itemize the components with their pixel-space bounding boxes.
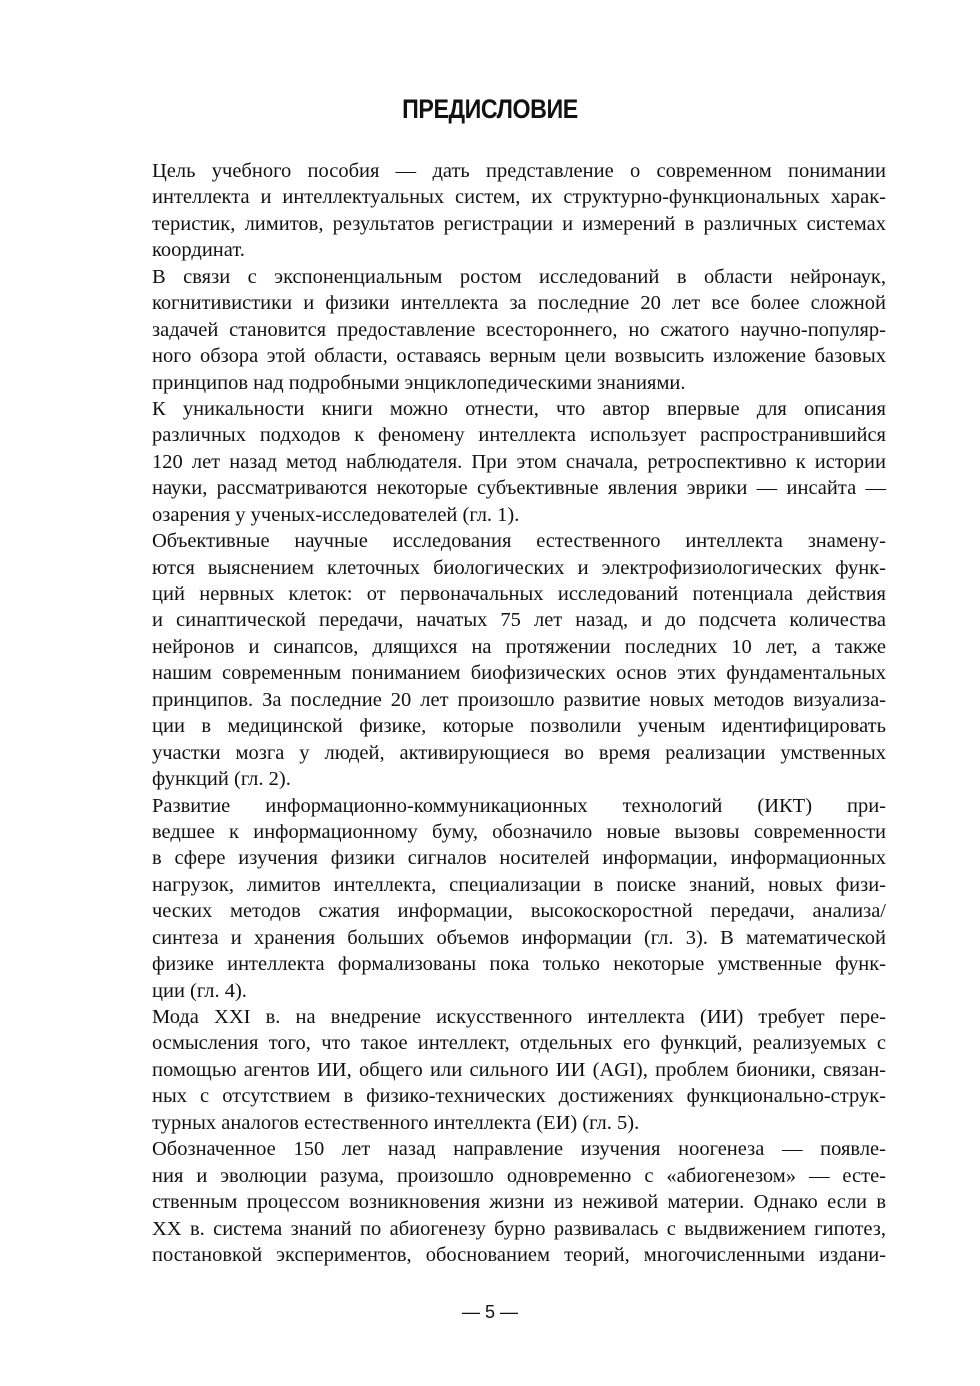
text-line: Объективные научные исследования естественного интеллекта знамену- <box>152 530 886 553</box>
text-line: осмысления того, что такое интеллект, отдельных его функций, реализуемых с <box>152 1032 886 1055</box>
text-line: ведшее к информационному буму, обозначило новые вызовы современности <box>152 820 886 843</box>
text-line: принципов. За последние 20 лет произошло развитие новых методов визуализа- <box>152 688 886 711</box>
text-line: принципов над подробными энциклопедическими знаниями. <box>152 371 686 394</box>
text-line: ческих методов сжатия информации, высокоскоростной передачи, анализа/ <box>152 900 886 923</box>
text-line: и синаптической передачи, начатых 75 лет назад, и до подсчета количества <box>152 609 886 632</box>
text-line: нейронов и синапсов, длящихся на протяжении последних 10 лет, а также <box>152 635 886 658</box>
text-line: ного обзора этой области, оставаясь верным цели возвысить изложение базовых <box>152 345 886 368</box>
text-line: Обозначенное 150 лет назад направление изучения ноогенеза — появле- <box>152 1138 886 1161</box>
text-line: в сфере изучения физики сигналов носителей информации, информационных <box>152 847 886 870</box>
text-line: ции в медицинской физике, которые позволили ученым идентифицировать <box>152 715 886 738</box>
text-line: когнитивистики и физики интеллекта за последние 20 лет все более сложной <box>152 292 886 315</box>
paragraph <box>94 1004 886 1136</box>
text-line: синтеза и хранения больших объемов информации (гл. 3). В математической <box>152 926 886 949</box>
text-line: помощью агентов ИИ, общего или сильного ИИ (AGI), проблем бионики, связан- <box>152 1058 886 1081</box>
text-line: озарения у ученых-исследователей (гл. 1). <box>152 503 520 526</box>
text-line: ций нервных клеток: от первоначальных исследований потенциала действия <box>152 583 886 605</box>
page-number: — 5 — <box>461 1302 518 1322</box>
page-title: ПРЕДИСЛОВИЕ <box>402 94 578 124</box>
text-line: ются выяснением клеточных биологических и электрофизиологических функ- <box>152 556 886 579</box>
text-line: 120 лет назад метод наблюдателя. При этом сначала, ретроспективно к истории <box>152 450 886 473</box>
paragraph <box>94 1136 886 1268</box>
text-line: ции (гл. 4). <box>152 979 247 1002</box>
text-line: нагрузок, лимитов интеллекта, специализации в поиске знаний, новых физи- <box>152 873 886 896</box>
text-line: задачей становится предоставление всестороннего, но сжатого научно-популяр- <box>152 318 886 341</box>
text-line: Цель учебного пособия — дать представление о современном понимании <box>152 160 886 182</box>
text-line: нашим современным пониманием биофизических основ этих фундаментальных <box>152 662 886 685</box>
text-line: функций (гл. 2). <box>152 768 291 791</box>
text-line: различных подходов к феномену интеллекта использует распространившийся <box>152 424 886 447</box>
text-line: физике интеллекта формализованы пока только некоторые умственные функ- <box>152 953 886 976</box>
text-line: интеллекта и интеллектуальных систем, их структурно-функциональных харак- <box>152 186 886 209</box>
text-line: ния и эволюции разума, произошло одновременно с «абиогенезом» — есте- <box>152 1164 886 1187</box>
paragraph <box>94 158 886 264</box>
text-line: ственным процессом возникновения жизни из неживой материи. Однако если в <box>152 1191 886 1214</box>
text-line: науки, рассматриваются некоторые субъективные явления эврики — инсайта — <box>152 477 886 500</box>
text-line: теристик, лимитов, результатов регистрации и измерений в различных системах <box>152 212 886 235</box>
text-line: участки мозга у людей, активирующиеся во время реализации умственных <box>152 741 886 764</box>
text-line: В связи с экспоненциальным ростом исследований в области нейронаук, <box>152 265 886 288</box>
body-text <box>94 158 886 1268</box>
text-line: XX в. система знаний по абиогенезу бурно развивалась с выдвижением гипотез, <box>152 1217 886 1240</box>
paragraph <box>94 264 886 396</box>
text-line: постановкой экспериментов, обоснованием теорий, многочисленными издани- <box>152 1243 886 1266</box>
paragraph <box>94 396 886 528</box>
text-line: К уникальности книги можно отнести, что автор впервые для описания <box>152 397 886 420</box>
paragraph <box>94 528 886 792</box>
text-line: турных аналогов естественного интеллекта (ЕИ) (гл. 5). <box>152 1111 640 1134</box>
text-line: координат. <box>152 239 245 262</box>
text-line: Мода XXI в. на внедрение искусственного интеллекта (ИИ) требует пере- <box>152 1006 886 1028</box>
text-line: Развитие информационно-коммуникационных технологий (ИКТ) при- <box>152 794 886 817</box>
paragraph <box>94 793 886 1005</box>
text-line: ных с отсутствием в физико-технических достижениях функционально-струк- <box>152 1085 886 1108</box>
